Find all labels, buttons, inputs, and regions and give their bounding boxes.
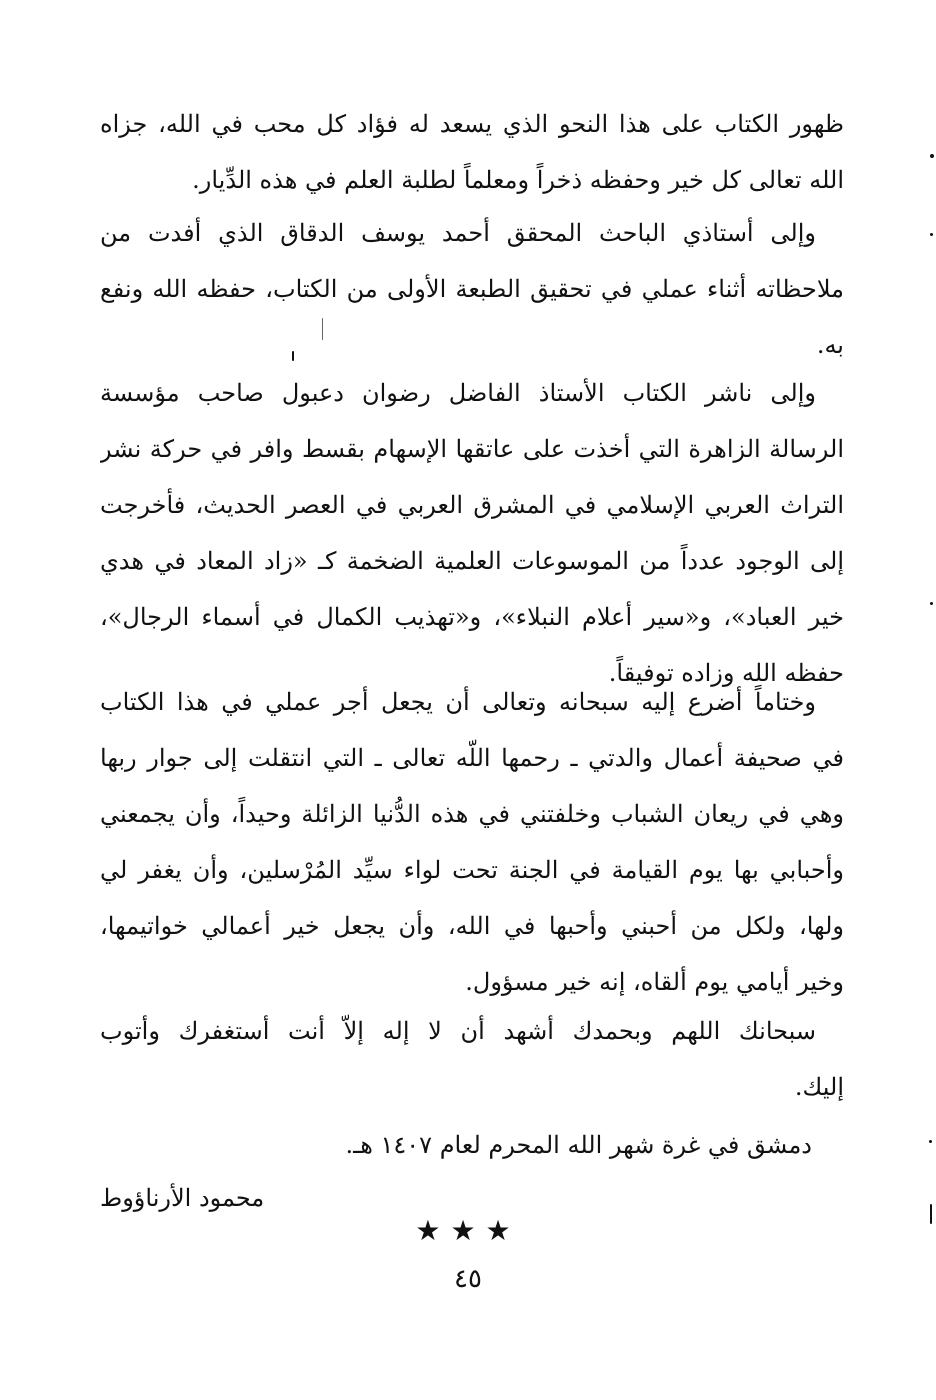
paragraph-line: وهي في ريعان الشباب وخلفتني في هذه الدُّنيا الزائلة وحيداً، وأن يجمعني bbox=[100, 800, 844, 828]
scan-mark bbox=[930, 1204, 932, 1224]
scan-mark bbox=[292, 351, 294, 361]
paragraph-5 bbox=[100, 1003, 844, 1115]
paragraph-line: وخير أيامي يوم ألقاه، إنه خير مسؤول. bbox=[465, 968, 844, 996]
paragraph-line: الله تعالى كل خير وحفظه ذخراً ومعلماً لطلبة العلم في هذه الدِّيار. bbox=[192, 166, 844, 194]
page-number: ٤٥ bbox=[454, 1264, 482, 1294]
scan-mark bbox=[929, 1140, 932, 1143]
paragraph-1 bbox=[100, 96, 844, 208]
paragraph-4 bbox=[100, 674, 844, 1010]
paragraph-line: إلى الوجود عدداً من الموسوعات العلمية الضخمة كـ «زاد المعاد في هدي bbox=[100, 547, 844, 575]
paragraph-line: حفظه الله وزاده توفيقاً. bbox=[608, 659, 844, 687]
paragraph-2 bbox=[100, 205, 844, 373]
paragraph-line: خير العباد»، و«سير أعلام النبلاء»، و«تهذيب الكمال في أسماء الرجال»، bbox=[100, 603, 844, 631]
scan-mark bbox=[930, 154, 934, 158]
paragraph-line: وإلى ناشر الكتاب الأستاذ الفاضل رضوان دعبول صاحب مؤسسة bbox=[100, 379, 816, 407]
author-name: محمود الأرناؤوط bbox=[100, 1184, 265, 1212]
scan-mark bbox=[322, 318, 323, 340]
section-divider-stars: ★★★ bbox=[415, 1214, 521, 1247]
paragraph-3 bbox=[100, 365, 844, 701]
scan-mark bbox=[930, 602, 933, 605]
paragraph-line: وختاماً أضرع إليه سبحانه وتعالى أن يجعل أجر عملي في هذا الكتاب bbox=[100, 688, 816, 716]
paragraph-line: ظهور الكتاب على هذا النحو الذي يسعد له فؤاد كل محب في الله، جزاه bbox=[100, 110, 844, 138]
paragraph-line: وأحبابي بها يوم القيامة في الجنة تحت لواء سيِّد المُرْسلين، وأن يغفر لي bbox=[100, 856, 844, 884]
paragraph-line: إليك. bbox=[794, 1073, 844, 1101]
paragraph-line: ملاحظاته أثناء عملي في تحقيق الطبعة الأولى من الكتاب، حفظه الله ونفع bbox=[100, 275, 844, 303]
paragraph-line: ولها، ولكل من أحبني وأحبها في الله، وأن يجعل خير أعمالي خواتيمها، bbox=[100, 912, 844, 940]
date-line: دمشق في غرة شهر الله المحرم لعام ١٤٠٧ هـ. bbox=[345, 1131, 812, 1159]
paragraph-line: التراث العربي الإسلامي في المشرق العربي في العصر الحديث، فأخرجت bbox=[100, 491, 844, 519]
paragraph-line: وإلى أستاذي الباحث المحقق أحمد يوسف الدقاق الذي أفدت من bbox=[100, 219, 816, 247]
paragraph-line: في صحيفة أعمال والدتي ـ رحمها اللّه تعالى ـ التي انتقلت إلى جوار ربها bbox=[100, 744, 844, 772]
paragraph-line: به. bbox=[816, 331, 844, 359]
paragraph-line: الرسالة الزاهرة التي أخذت على عاتقها الإسهام بقسط وافر في حركة نشر bbox=[100, 435, 844, 463]
paragraph-line: سبحانك اللهم وبحمدك أشهد أن لا إله إلاّ أنت أستغفرك وأتوب bbox=[100, 1017, 816, 1045]
scan-mark bbox=[930, 233, 933, 236]
